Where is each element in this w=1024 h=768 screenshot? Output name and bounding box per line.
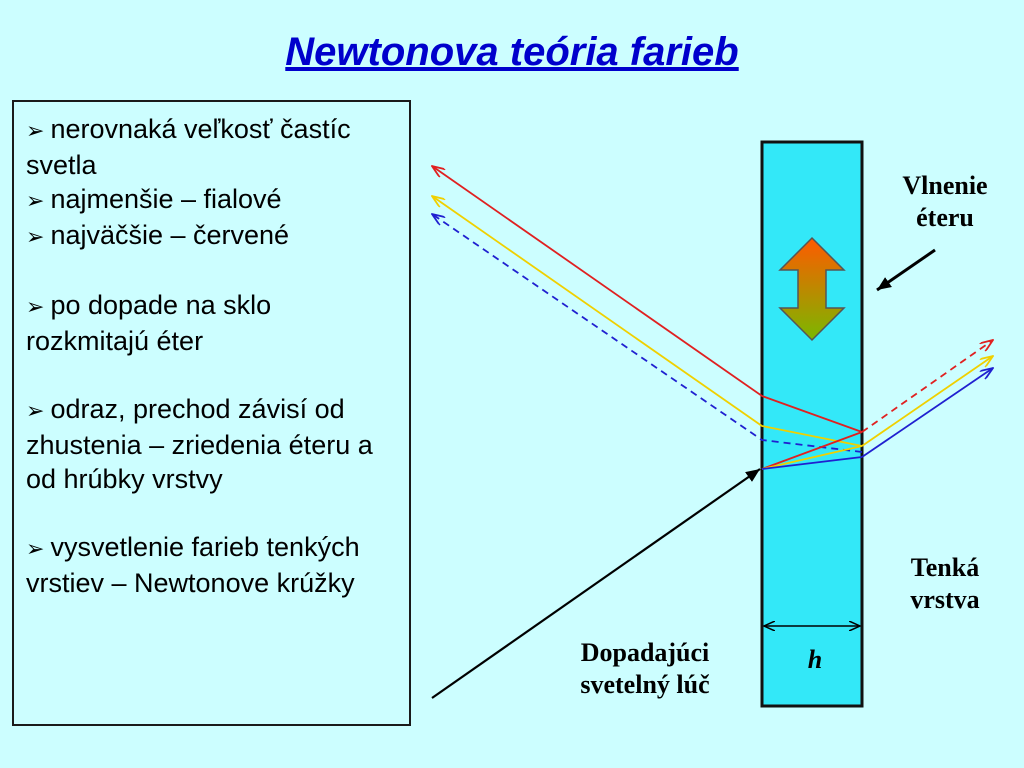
page-title: Newtonova teória farieb: [285, 30, 739, 74]
thin-film-layer: [762, 142, 862, 706]
bullet-item-particle-size: ➢ nerovnaká veľkosť častíc svetla: [26, 114, 351, 180]
bullet-item-newton-rings: ➢ vysvetlenie farieb tenkých vrstiev – Newtonove krúžky: [26, 532, 360, 598]
arrow-bullet-icon: ➢: [26, 118, 45, 143]
ether-pointer-arrow: [877, 250, 935, 290]
bullet-item-smallest: ➢ najmenšie – fialové: [26, 184, 282, 214]
bullet-item-ether-vibration: ➢ po dopade na sklo rozkmitajú éter: [26, 290, 272, 356]
yellow-transmitted-ray: [862, 356, 993, 446]
bullet-item-largest: ➢ najväčšie – červené: [26, 220, 290, 250]
red-transmitted-ray: [862, 340, 993, 432]
bullet-item-reflection: ➢ odraz, prechod závisí od zhustenia – zriedenia éteru a od hrúbky vrstvy: [26, 394, 373, 494]
arrow-bullet-icon: ➢: [26, 224, 45, 249]
thin-film-label: Tenká vrstva: [910, 553, 980, 614]
incident-ray-label: Dopadajúci svetelný lúč: [580, 638, 710, 699]
arrow-bullet-icon: ➢: [26, 188, 45, 213]
thickness-label: h: [807, 645, 823, 674]
arrow-bullet-icon: ➢: [26, 536, 45, 561]
blue-transmitted-ray: [862, 368, 993, 457]
arrow-bullet-icon: ➢: [26, 398, 45, 423]
ether-wave-label: Vlnenie éteru: [902, 171, 988, 232]
arrow-bullet-icon: ➢: [26, 294, 45, 319]
